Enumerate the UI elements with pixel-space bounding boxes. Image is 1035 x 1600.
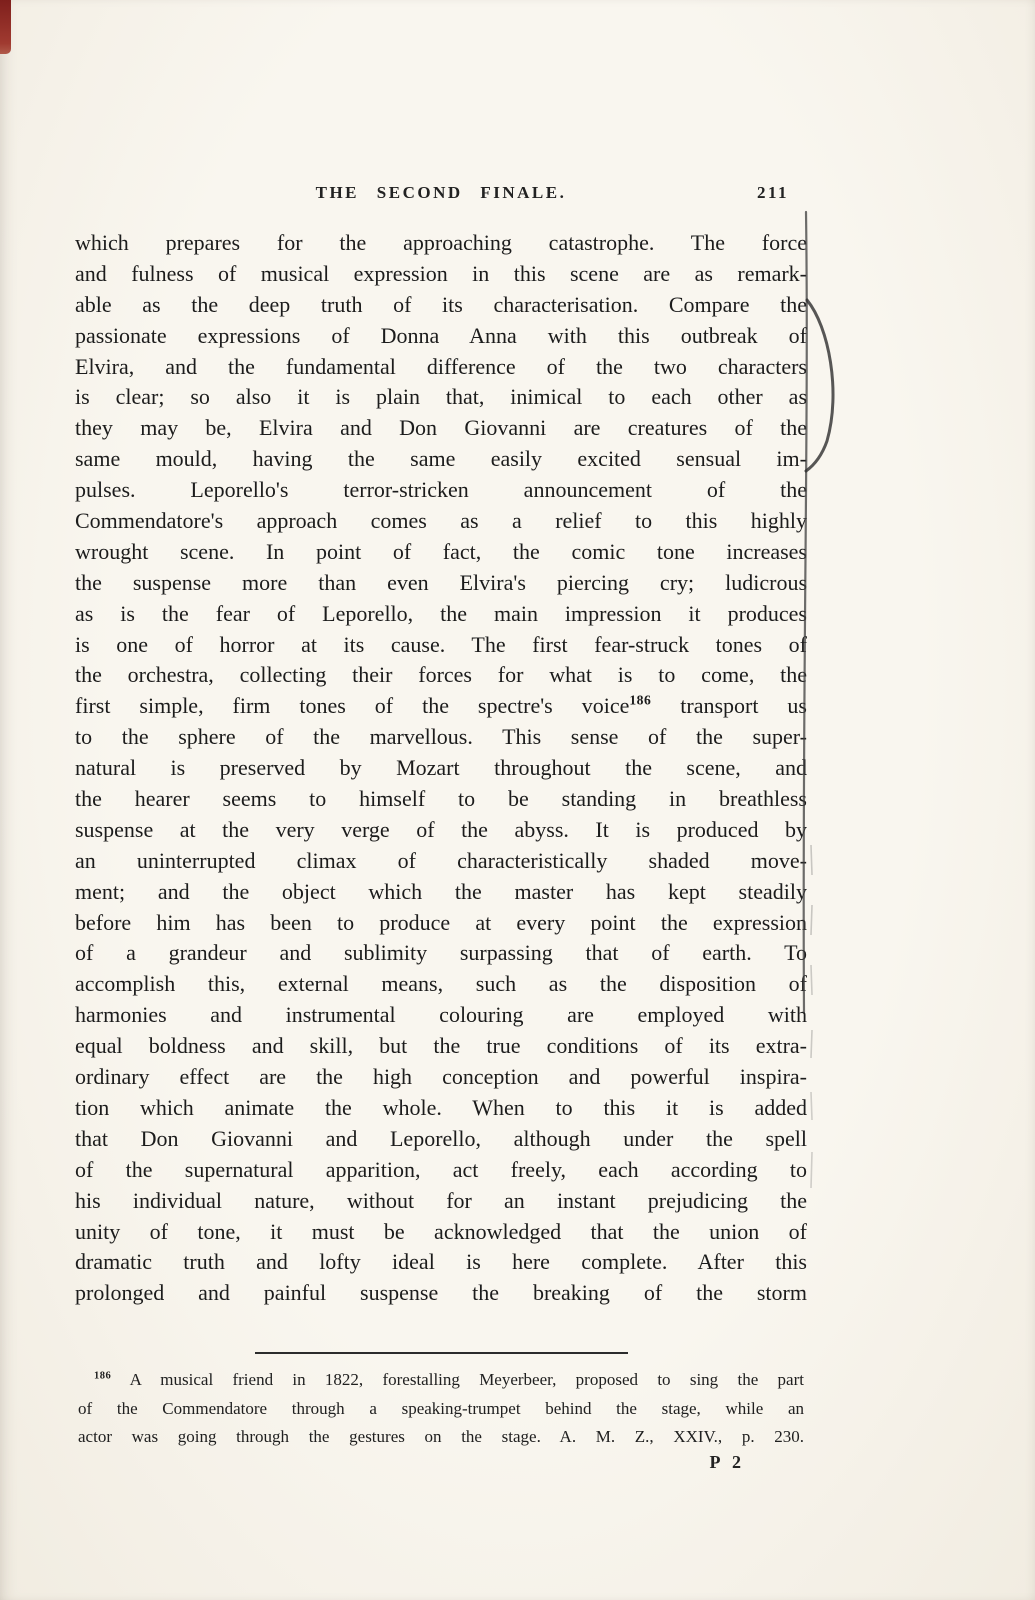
pen-faint-dash (811, 1152, 812, 1188)
text-line: dramatic truth and lofty ideal is here complete. After this (75, 1249, 807, 1275)
text-line: $^{186}$ A musical friend in 1822, forestalling Meyerbeer, proposed to sing the part (94, 1370, 804, 1389)
text-line: which prepares for the approaching catastrophe. The force (75, 230, 807, 255)
text-line: is clear; so also it is plain that, inimical to each other as (75, 384, 807, 410)
pen-faint-dash (811, 845, 812, 875)
pen-faint-dash (811, 905, 812, 935)
text-line: of the supernatural apparition, act freely, each according to (75, 1156, 807, 1182)
text-line: of the Commendatore through a speaking-trumpet behind the stage, while an (78, 1398, 804, 1418)
text-line: they may be, Elvira and Don Giovanni are creatures of the (75, 415, 807, 441)
text-line: his individual nature, without for an instant prejudicing the (75, 1187, 807, 1213)
text-line: passionate expressions of Donna Anna with this outbreak of (75, 322, 807, 348)
text-line: and fulness of musical expression in this scene are as remark- (75, 260, 807, 286)
text-line: is one of horror at its cause. The first fear-struck tones of (75, 631, 807, 657)
text-line: natural is preserved by Mozart throughout the scene, and (75, 755, 807, 781)
binding-edge-mark (0, 0, 11, 54)
running-header (75, 183, 807, 207)
text-line: ordinary effect are the high conception and powerful inspira- (75, 1064, 807, 1090)
text-line: that Don Giovanni and Leporello, although under the spell (75, 1125, 807, 1151)
text-line: Commendatore's approach comes as a relief to this highly (75, 508, 807, 534)
footnote (78, 1366, 804, 1452)
text-line: prolonged and painful suspense the breaking of the storm (75, 1280, 807, 1306)
text-line: equal boldness and skill, but the true conditions of its extra- (75, 1033, 807, 1059)
text-line: pulses. Leporello's terror-stricken announcement of the (75, 477, 807, 503)
text-line: harmonies and instrumental colouring are employed with (75, 1002, 807, 1028)
text-line: unity of tone, it must be acknowledged that the union of (75, 1218, 807, 1244)
text-line: Elvira, and the fundamental difference of the two characters (75, 353, 807, 379)
page-number: 211 (756, 183, 789, 202)
text-line: the suspense more than even Elvira's piercing cry; ludicrous (75, 569, 807, 595)
text-line: wrought scene. In point of fact, the comic tone increases (75, 538, 807, 564)
footnote-reference: 186 (629, 693, 652, 709)
text-line: before him has been to produce at every point the expression (75, 909, 807, 935)
text-line: the hearer seems to himself to be standing in breathless (75, 786, 807, 812)
page-title: THE SECOND FINALE. (315, 183, 567, 202)
signature-mark: P 2 (709, 1452, 745, 1472)
footnote-divider (255, 1352, 628, 1354)
text-line: ment; and the object which the master has kept steadily (75, 878, 807, 904)
text-line: able as the deep truth of its characterisation. Compare the (75, 291, 807, 317)
text-line: of a grandeur and sublimity surpassing that of earth. To (75, 940, 807, 966)
text-line: actor was going through the gestures on the stage. A. M. Z., XXIV., p. 230. (78, 1427, 804, 1447)
text-line: the orchestra, collecting their forces for what is to come, the (75, 662, 807, 688)
text-line: accomplish this, external means, such as the disposition of (75, 971, 807, 997)
text-line: an uninterrupted climax of characteristically shaded move- (75, 847, 807, 873)
text-line: same mould, having the same easily excited sensual im- (75, 446, 807, 472)
pen-faint-dash (811, 1092, 812, 1120)
text-line: as is the fear of Leporello, the main impression it produces (75, 600, 807, 626)
pen-faint-dash (811, 1030, 812, 1058)
pen-curve-mark (806, 300, 833, 471)
footnote-reference: 186 (94, 1370, 112, 1382)
text-line: tion which animate the whole. When to this it is added (75, 1094, 807, 1120)
text-line: to the sphere of the marvellous. This sense of the super- (75, 724, 807, 750)
text-line: first simple, firm tones of the spectre's voice$^{186}$ transport us (75, 693, 807, 719)
body-text (75, 228, 807, 1309)
text-line: suspense at the very verge of the abyss. It is produced by (75, 816, 807, 842)
pen-faint-dash (811, 965, 812, 995)
